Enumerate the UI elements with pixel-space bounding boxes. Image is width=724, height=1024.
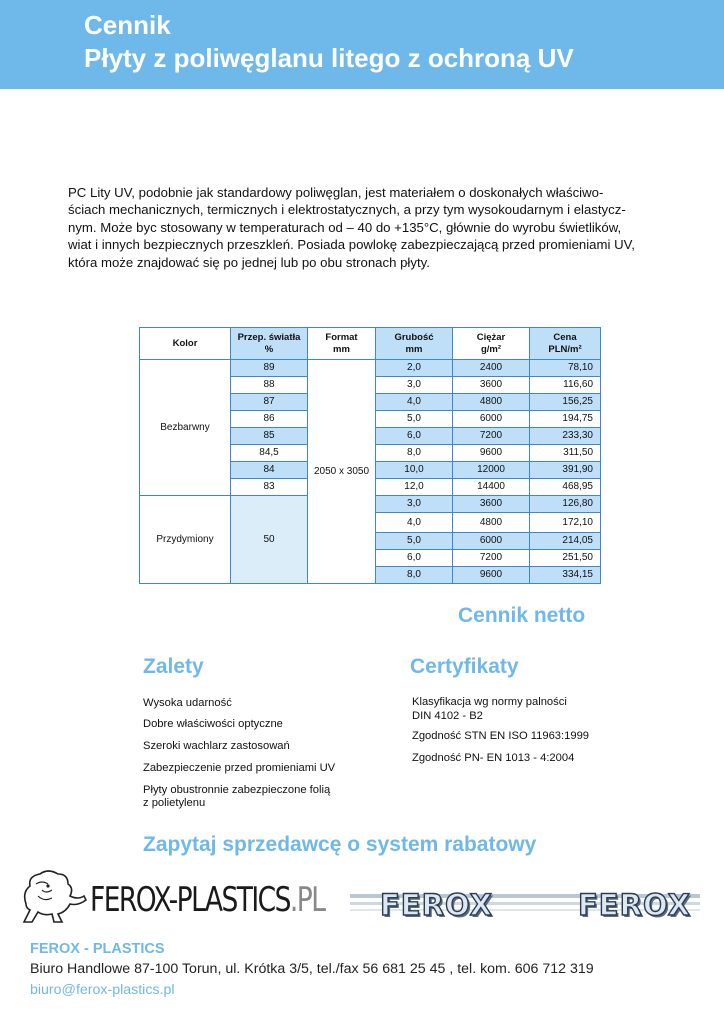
- cell-przep: 84,5: [231, 445, 308, 462]
- cell-grubosc: 5,0: [376, 533, 453, 550]
- certyfikaty-heading: Certyfikaty: [410, 655, 519, 678]
- cell-ciezar: 14400: [453, 479, 530, 496]
- cell-ciezar: 3600: [453, 496, 530, 513]
- cell-kolor: Przydymiony: [140, 496, 231, 584]
- price-table: [139, 327, 601, 584]
- cell-cena: 156,25: [530, 394, 601, 411]
- rabat-callout: Zapytaj sprzedawcę o system rabatowy: [143, 833, 537, 856]
- col-header-grubosc: Grubość mm: [376, 328, 453, 360]
- col-header-kolor: Kolor: [140, 328, 231, 360]
- col-header-ciezar: Ciężar g/m²: [453, 328, 530, 360]
- list-item: Wysoka udarność: [143, 697, 232, 709]
- list-item: Zabezpieczenie przed promieniami UV: [143, 762, 336, 774]
- cell-grubosc: 8,0: [376, 445, 453, 462]
- footer: [30, 940, 594, 1000]
- footer-company: FEROX - PLASTICS: [30, 941, 165, 957]
- col-header-cena: Cena PLN/m²: [530, 328, 601, 360]
- cell-cena: 126,80: [530, 496, 601, 513]
- cell-przep: 83: [231, 479, 308, 496]
- ferox-logo: FEROX: [380, 888, 493, 922]
- cell-ciezar: 2400: [453, 360, 530, 377]
- cell-ciezar: 3600: [453, 377, 530, 394]
- cell-przep: 50: [231, 496, 308, 584]
- cell-grubosc: 10,0: [376, 462, 453, 479]
- list-item: Płyty obustronnie zabezpieczone folią: [143, 784, 331, 796]
- cell-ciezar: 7200: [453, 550, 530, 567]
- cell-cena: 233,30: [530, 428, 601, 445]
- footer-email-link[interactable]: biuro@ferox-plastics.pl: [30, 982, 175, 998]
- cell-grubosc: 2,0: [376, 360, 453, 377]
- cell-cena: 311,50: [530, 445, 601, 462]
- cell-format: 2050 x 3050: [308, 360, 376, 584]
- col-header-przep: Przep. światła %: [231, 328, 308, 360]
- cell-grubosc: 8,0: [376, 567, 453, 584]
- cell-grubosc: 4,0: [376, 513, 453, 533]
- lion-logo-icon: [18, 866, 88, 926]
- intro-paragraph: [68, 184, 686, 271]
- cell-ciezar: 4800: [453, 394, 530, 411]
- cell-grubosc: 3,0: [376, 496, 453, 513]
- list-item: z polietylenu: [143, 797, 206, 809]
- list-item: Dobre właściwości optyczne: [143, 718, 283, 730]
- cell-ciezar: 12000: [453, 462, 530, 479]
- footer-address: Biuro Handlowe 87-100 Torun, ul. Krótka 3/5, tel./fax 56 681 25 45 , tel. kom. 606 712 319: [30, 961, 594, 977]
- cell-cena: 194,75: [530, 411, 601, 428]
- cell-grubosc: 12,0: [376, 479, 453, 496]
- cell-ciezar: 6000: [453, 411, 530, 428]
- list-item: Zgodność STN EN ISO 11963:1999: [412, 730, 590, 742]
- cell-ciezar: 6000: [453, 533, 530, 550]
- cell-przep: 89: [231, 360, 308, 377]
- ferox-logo: FEROX: [578, 888, 691, 922]
- cell-cena: 172,10: [530, 513, 601, 533]
- table-header-row: [140, 328, 601, 360]
- header-banner: [0, 0, 724, 89]
- intro-line: PC Lity UV, podobnie jak standardowy poliwęglan, jest materiałem o doskonałych właściwo-: [68, 185, 604, 200]
- zalety-heading: Zalety: [143, 655, 204, 678]
- cell-grubosc: 4,0: [376, 394, 453, 411]
- cennik-netto-label: Cennik netto: [458, 604, 586, 627]
- intro-line: ściach mechanicznych, termicznych i elektrostatycznych, a przy tym wysokoudarnym i elastycz-: [68, 202, 626, 218]
- intro-line: wiat i innych bezpiecznych przeszkleń. Posiada powlokę zabezpieczającą przed promieniami UV,: [68, 237, 635, 253]
- list-item: Klasyfikacja wg normy palności: [412, 696, 567, 708]
- cell-cena: 78,10: [530, 360, 601, 377]
- page-subtitle: Płyty z poliwęglanu litego z ochroną UV: [84, 43, 574, 73]
- cell-ciezar: 9600: [453, 445, 530, 462]
- cell-cena: 468,95: [530, 479, 601, 496]
- table-row: [140, 360, 601, 377]
- cell-grubosc: 6,0: [376, 550, 453, 567]
- logo-strip: [18, 864, 708, 930]
- cell-przep: 88: [231, 377, 308, 394]
- col-header-format: Format mm: [308, 328, 376, 360]
- cell-cena: 334,15: [530, 567, 601, 584]
- cell-cena: 251,50: [530, 550, 601, 567]
- page-title: Cennik: [84, 10, 171, 40]
- cell-ciezar: 4800: [453, 513, 530, 533]
- cell-ciezar: 7200: [453, 428, 530, 445]
- intro-line: która może znajdować się po jednej lub po obu stronach płyty.: [68, 254, 430, 270]
- cell-grubosc: 5,0: [376, 411, 453, 428]
- cell-grubosc: 6,0: [376, 428, 453, 445]
- cell-grubosc: 3,0: [376, 377, 453, 394]
- list-item: Zgodność PN- EN 1013 - 4:2004: [412, 752, 575, 764]
- cell-cena: 116,60: [530, 377, 601, 394]
- cell-przep: 87: [231, 394, 308, 411]
- cell-cena: 214,05: [530, 533, 601, 550]
- list-item: DIN 4102 - B2: [412, 710, 483, 722]
- cell-cena: 391,90: [530, 462, 601, 479]
- cell-przep: 85: [231, 428, 308, 445]
- brand-wordmark: FEROX-PLASTICS.PL: [90, 880, 325, 920]
- cell-kolor: Bezbarwny: [140, 360, 231, 496]
- list-item: Szeroki wachlarz zastosowań: [143, 740, 290, 752]
- cell-przep: 84: [231, 462, 308, 479]
- cell-przep: 86: [231, 411, 308, 428]
- intro-line: nym. Może byc stosowany w temperaturach od – 40 do +135°C, głównie do wyrobu świetlików,: [68, 219, 622, 235]
- cell-ciezar: 9600: [453, 567, 530, 584]
